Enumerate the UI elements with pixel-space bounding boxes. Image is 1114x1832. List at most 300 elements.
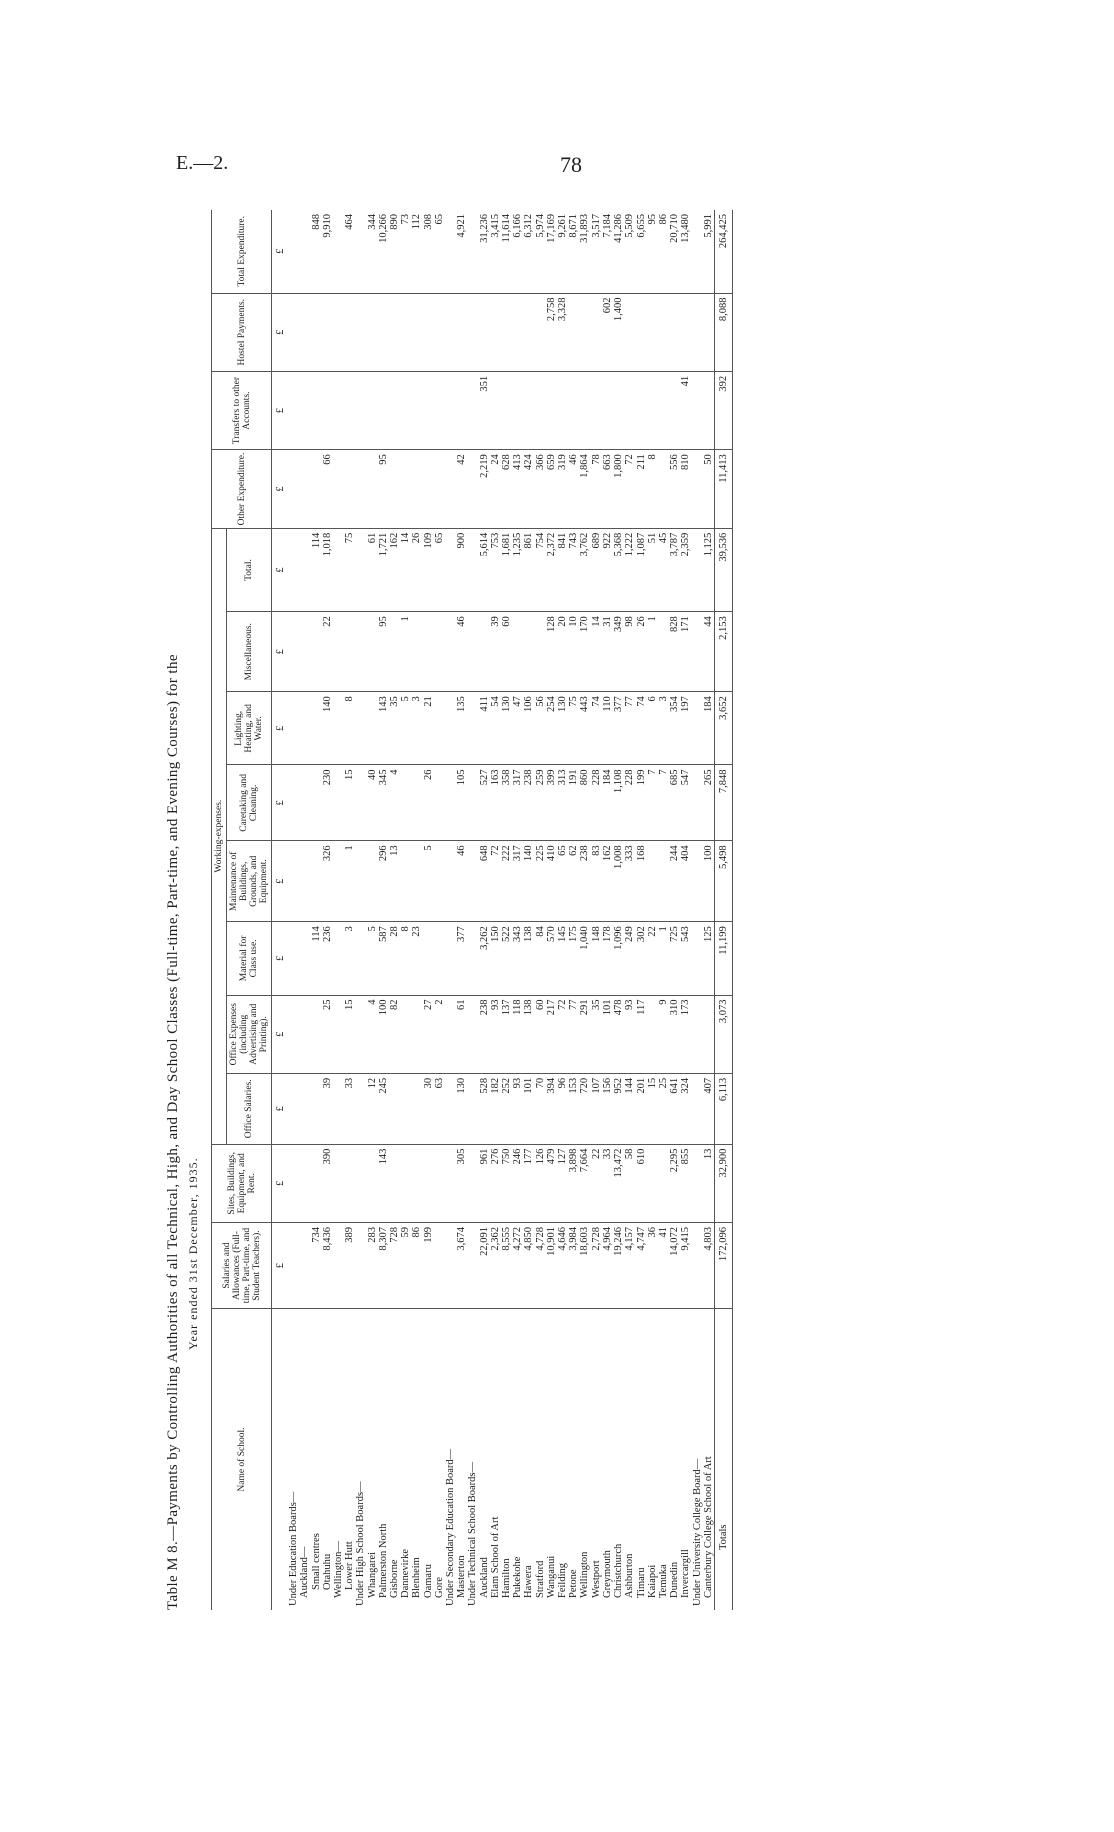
value-cell: 225 bbox=[535, 841, 546, 922]
value-cell: 399 bbox=[546, 765, 557, 841]
table-row bbox=[434, 210, 445, 1610]
value-cell: 4,850 bbox=[523, 1223, 534, 1309]
school-name-cell bbox=[703, 1309, 715, 1610]
value-cell: 9,261 bbox=[557, 210, 568, 293]
value-cell: 74 bbox=[636, 692, 647, 765]
value-cell bbox=[344, 1144, 355, 1222]
value-cell bbox=[647, 995, 658, 1073]
value-cell bbox=[299, 922, 310, 995]
value-cell bbox=[467, 1073, 478, 1144]
value-cell: 4,747 bbox=[636, 1223, 647, 1309]
col-material: Material for Class use. bbox=[227, 922, 272, 995]
value-cell: 3 bbox=[344, 922, 355, 995]
table-row bbox=[378, 210, 389, 1610]
unit-cell: £ bbox=[272, 210, 289, 293]
value-cell: 308 bbox=[423, 210, 434, 293]
value-cell: 17,169 bbox=[546, 210, 557, 293]
value-cell bbox=[411, 450, 422, 528]
value-cell bbox=[658, 293, 669, 371]
table-row bbox=[647, 210, 658, 1610]
value-cell bbox=[367, 293, 378, 371]
value-cell bbox=[355, 210, 366, 293]
value-cell: 128 bbox=[546, 612, 557, 692]
value-cell: 140 bbox=[523, 841, 534, 922]
value-cell: 74 bbox=[591, 692, 602, 765]
value-cell bbox=[445, 922, 456, 995]
value-cell: 4,921 bbox=[456, 210, 467, 293]
value-cell bbox=[591, 293, 602, 371]
school-name-cell bbox=[378, 1309, 389, 1610]
table-row bbox=[535, 210, 546, 1610]
value-cell: 125 bbox=[703, 922, 715, 995]
school-name-cell bbox=[355, 1309, 366, 1610]
value-cell: 13 bbox=[389, 841, 400, 922]
value-cell: 77 bbox=[568, 995, 579, 1073]
value-cell bbox=[445, 612, 456, 692]
table-row bbox=[523, 210, 534, 1610]
value-cell bbox=[647, 1144, 658, 1222]
school-name: Under Education Boards— bbox=[288, 1491, 300, 1606]
value-cell bbox=[311, 612, 322, 692]
value-cell bbox=[344, 612, 355, 692]
totals-value-cell: 264,425 bbox=[714, 210, 732, 293]
value-cell: 10,901 bbox=[546, 1223, 557, 1309]
value-cell: 377 bbox=[456, 922, 467, 995]
totals-value-cell: 7,848 bbox=[714, 765, 732, 841]
totals-value-cell: 6,113 bbox=[714, 1073, 732, 1144]
school-name-cell bbox=[400, 1309, 411, 1610]
value-cell bbox=[389, 1144, 400, 1222]
value-cell: 199 bbox=[423, 1223, 434, 1309]
value-cell: 296 bbox=[378, 841, 389, 922]
value-cell: 556 bbox=[669, 450, 680, 528]
value-cell: 3 bbox=[658, 692, 669, 765]
value-cell: 3,984 bbox=[568, 1223, 579, 1309]
page-number: 78 bbox=[560, 152, 582, 177]
value-cell: 1,800 bbox=[613, 450, 624, 528]
school-name: Small centres bbox=[310, 1533, 322, 1590]
value-cell: 21 bbox=[423, 692, 434, 765]
value-cell: 72 bbox=[557, 995, 568, 1073]
value-cell: 170 bbox=[579, 612, 590, 692]
value-cell bbox=[624, 371, 635, 449]
value-cell bbox=[479, 293, 490, 371]
value-cell bbox=[423, 1144, 434, 1222]
school-name: Otahuhu bbox=[321, 1553, 333, 1590]
units-blank bbox=[272, 1309, 289, 1610]
school-name: Hamilton bbox=[501, 1558, 513, 1598]
value-cell bbox=[445, 371, 456, 449]
value-cell bbox=[467, 1223, 478, 1309]
value-cell: 197 bbox=[680, 692, 691, 765]
value-cell bbox=[367, 692, 378, 765]
value-cell bbox=[389, 1073, 400, 1144]
value-cell bbox=[400, 450, 411, 528]
units-row bbox=[272, 210, 289, 1610]
value-cell bbox=[445, 528, 456, 612]
value-cell: 12 bbox=[367, 1073, 378, 1144]
value-cell: 72 bbox=[624, 450, 635, 528]
value-cell: 22 bbox=[322, 612, 333, 692]
value-cell bbox=[434, 371, 445, 449]
table-row bbox=[512, 210, 523, 1610]
value-cell bbox=[311, 371, 322, 449]
value-cell: 222 bbox=[501, 841, 512, 922]
col-working-expenses: Working-expenses. bbox=[212, 528, 227, 1144]
value-cell bbox=[434, 612, 445, 692]
value-cell: 184 bbox=[703, 692, 715, 765]
value-cell: 2,728 bbox=[591, 1223, 602, 1309]
value-cell bbox=[311, 841, 322, 922]
value-cell: 93 bbox=[490, 995, 501, 1073]
value-cell: 35 bbox=[389, 692, 400, 765]
value-cell: 45 bbox=[658, 528, 669, 612]
school-name: Under Technical School Boards— bbox=[467, 1462, 479, 1606]
value-cell: 641 bbox=[669, 1073, 680, 1144]
value-cell: 10 bbox=[568, 612, 579, 692]
value-cell bbox=[456, 371, 467, 449]
value-cell: 366 bbox=[535, 450, 546, 528]
value-cell: 28 bbox=[389, 922, 400, 995]
value-cell bbox=[445, 293, 456, 371]
value-cell bbox=[434, 1144, 445, 1222]
school-name: Under Secondary Education Board— bbox=[445, 1448, 457, 1606]
value-cell: 1,096 bbox=[613, 922, 624, 995]
value-cell bbox=[411, 1144, 422, 1222]
value-cell: 8 bbox=[344, 692, 355, 765]
value-cell bbox=[692, 922, 703, 995]
value-cell bbox=[411, 293, 422, 371]
value-cell: 33 bbox=[344, 1073, 355, 1144]
value-cell: 753 bbox=[490, 528, 501, 612]
value-cell: 162 bbox=[389, 528, 400, 612]
value-cell bbox=[636, 293, 647, 371]
value-cell: 47 bbox=[512, 692, 523, 765]
value-cell bbox=[333, 450, 344, 528]
value-cell: 46 bbox=[568, 450, 579, 528]
value-cell bbox=[299, 612, 310, 692]
value-cell: 4,728 bbox=[535, 1223, 546, 1309]
value-cell: 143 bbox=[378, 1144, 389, 1222]
value-cell bbox=[703, 293, 715, 371]
value-cell bbox=[467, 765, 478, 841]
value-cell: 110 bbox=[602, 692, 613, 765]
value-cell bbox=[333, 995, 344, 1073]
value-cell bbox=[512, 293, 523, 371]
school-name-cell bbox=[647, 1309, 658, 1610]
value-cell bbox=[299, 371, 310, 449]
school-name-cell bbox=[512, 1309, 523, 1610]
value-cell bbox=[535, 371, 546, 449]
school-name: Masterton bbox=[456, 1555, 468, 1598]
value-cell: 95 bbox=[647, 210, 658, 293]
value-cell: 8,555 bbox=[501, 1223, 512, 1309]
value-cell: 244 bbox=[669, 841, 680, 922]
value-cell: 1,108 bbox=[613, 765, 624, 841]
value-cell: 77 bbox=[624, 692, 635, 765]
value-cell: 42 bbox=[456, 450, 467, 528]
value-cell bbox=[467, 528, 478, 612]
value-cell: 41 bbox=[658, 1223, 669, 1309]
value-cell: 25 bbox=[658, 1073, 669, 1144]
table-row bbox=[602, 210, 613, 1610]
value-cell bbox=[467, 841, 478, 922]
value-cell: 587 bbox=[378, 922, 389, 995]
totals-value-cell: 32,900 bbox=[714, 1144, 732, 1222]
value-cell bbox=[669, 371, 680, 449]
totals-value-cell: 2,153 bbox=[714, 612, 732, 692]
value-cell bbox=[434, 692, 445, 765]
value-cell: 720 bbox=[579, 1073, 590, 1144]
value-cell: 2,295 bbox=[669, 1144, 680, 1222]
value-cell bbox=[378, 293, 389, 371]
value-cell: 182 bbox=[490, 1073, 501, 1144]
value-cell: 685 bbox=[669, 765, 680, 841]
value-cell bbox=[322, 371, 333, 449]
school-name-cell bbox=[333, 1309, 344, 1610]
value-cell: 65 bbox=[434, 528, 445, 612]
value-cell: 602 bbox=[602, 293, 613, 371]
value-cell: 2,362 bbox=[490, 1223, 501, 1309]
value-cell: 478 bbox=[613, 995, 624, 1073]
value-cell: 543 bbox=[680, 922, 691, 995]
school-name: Kaiapoi bbox=[646, 1564, 658, 1598]
value-cell: 9 bbox=[658, 995, 669, 1073]
unit-cell: £ bbox=[272, 692, 289, 765]
value-cell: 228 bbox=[624, 765, 635, 841]
value-cell bbox=[389, 612, 400, 692]
col-maintenance: Maintenance of Buildings, Grounds, and Equipment. bbox=[227, 841, 272, 922]
table-row bbox=[311, 210, 322, 1610]
value-cell: 265 bbox=[703, 765, 715, 841]
value-cell bbox=[535, 293, 546, 371]
value-cell: 13,480 bbox=[680, 210, 691, 293]
school-name-cell bbox=[311, 1309, 322, 1610]
col-misc: Miscellaneous. bbox=[227, 612, 272, 692]
value-cell bbox=[411, 995, 422, 1073]
value-cell: 78 bbox=[591, 450, 602, 528]
value-cell: 101 bbox=[523, 1073, 534, 1144]
value-cell: 3,898 bbox=[568, 1144, 579, 1222]
table-row bbox=[479, 210, 490, 1610]
value-cell bbox=[311, 765, 322, 841]
value-cell bbox=[445, 1223, 456, 1309]
value-cell bbox=[333, 922, 344, 995]
table-row bbox=[557, 210, 568, 1610]
value-cell: 150 bbox=[490, 922, 501, 995]
value-cell: 95 bbox=[378, 612, 389, 692]
value-cell: 4,646 bbox=[557, 1223, 568, 1309]
table-row bbox=[400, 210, 411, 1610]
value-cell bbox=[411, 371, 422, 449]
value-cell: 106 bbox=[523, 692, 534, 765]
school-name: Wellington— bbox=[333, 1541, 345, 1598]
value-cell: 855 bbox=[680, 1144, 691, 1222]
value-cell: 5,509 bbox=[624, 210, 635, 293]
value-cell: 100 bbox=[378, 995, 389, 1073]
value-cell: 26 bbox=[411, 528, 422, 612]
value-cell: 2,372 bbox=[546, 528, 557, 612]
value-cell bbox=[400, 995, 411, 1073]
value-cell: 922 bbox=[602, 528, 613, 612]
value-cell bbox=[591, 371, 602, 449]
value-cell: 31 bbox=[602, 612, 613, 692]
value-cell bbox=[333, 1223, 344, 1309]
value-cell: 65 bbox=[557, 841, 568, 922]
value-cell: 659 bbox=[546, 450, 557, 528]
value-cell: 61 bbox=[367, 528, 378, 612]
value-cell bbox=[445, 1144, 456, 1222]
value-cell: 725 bbox=[669, 922, 680, 995]
value-cell bbox=[557, 371, 568, 449]
value-cell: 236 bbox=[322, 922, 333, 995]
table-row bbox=[333, 210, 344, 1610]
value-cell: 178 bbox=[602, 922, 613, 995]
value-cell: 14 bbox=[400, 528, 411, 612]
value-cell: 51 bbox=[647, 528, 658, 612]
value-cell bbox=[333, 841, 344, 922]
value-cell bbox=[400, 765, 411, 841]
value-cell bbox=[355, 293, 366, 371]
school-name: Under University College Board— bbox=[691, 1458, 703, 1606]
value-cell bbox=[647, 841, 658, 922]
value-cell: 1,222 bbox=[624, 528, 635, 612]
value-cell bbox=[624, 293, 635, 371]
value-cell: 201 bbox=[636, 1073, 647, 1144]
school-name-cell bbox=[636, 1309, 647, 1610]
value-cell: 5 bbox=[367, 922, 378, 995]
table-row bbox=[423, 210, 434, 1610]
value-cell bbox=[311, 293, 322, 371]
value-cell bbox=[445, 210, 456, 293]
table-row bbox=[546, 210, 557, 1610]
value-cell bbox=[378, 371, 389, 449]
value-cell: 130 bbox=[456, 1073, 467, 1144]
value-cell: 30 bbox=[423, 1073, 434, 1144]
value-cell: 1 bbox=[344, 841, 355, 922]
value-cell: 252 bbox=[501, 1073, 512, 1144]
value-cell bbox=[467, 450, 478, 528]
table-row bbox=[658, 210, 669, 1610]
value-cell: 628 bbox=[501, 450, 512, 528]
value-cell bbox=[389, 371, 400, 449]
value-cell: 238 bbox=[523, 765, 534, 841]
table-row bbox=[344, 210, 355, 1610]
school-name-cell bbox=[535, 1309, 546, 1610]
value-cell: 1,087 bbox=[636, 528, 647, 612]
value-cell: 36 bbox=[647, 1223, 658, 1309]
table-row bbox=[322, 210, 333, 1610]
unit-cell: £ bbox=[272, 1144, 289, 1222]
value-cell bbox=[344, 293, 355, 371]
value-cell bbox=[467, 692, 478, 765]
value-cell bbox=[355, 841, 366, 922]
school-name: Timaru bbox=[635, 1567, 647, 1598]
value-cell: 302 bbox=[636, 922, 647, 995]
value-cell: 156 bbox=[602, 1073, 613, 1144]
value-cell: 7,664 bbox=[579, 1144, 590, 1222]
value-cell: 900 bbox=[456, 528, 467, 612]
value-cell: 144 bbox=[624, 1073, 635, 1144]
school-name-cell bbox=[669, 1309, 680, 1610]
table-row bbox=[680, 210, 691, 1610]
unit-cell: £ bbox=[272, 612, 289, 692]
value-cell: 848 bbox=[311, 210, 322, 293]
school-name-cell bbox=[411, 1309, 422, 1610]
value-cell: 4,803 bbox=[703, 1223, 715, 1309]
value-cell: 344 bbox=[367, 210, 378, 293]
totals-value-cell: 5,498 bbox=[714, 841, 732, 922]
value-cell: 3,787 bbox=[669, 528, 680, 612]
value-cell: 249 bbox=[624, 922, 635, 995]
value-cell: 961 bbox=[479, 1144, 490, 1222]
value-cell bbox=[411, 765, 422, 841]
value-cell: 952 bbox=[613, 1073, 624, 1144]
value-cell bbox=[658, 450, 669, 528]
table-row bbox=[579, 210, 590, 1610]
value-cell bbox=[288, 450, 299, 528]
value-cell: 11,614 bbox=[501, 210, 512, 293]
value-cell bbox=[692, 528, 703, 612]
school-name-cell bbox=[479, 1309, 490, 1610]
value-cell bbox=[333, 1073, 344, 1144]
value-cell bbox=[299, 528, 310, 612]
table-row bbox=[288, 210, 299, 1610]
school-name-cell bbox=[467, 1309, 478, 1610]
value-cell: 5,991 bbox=[703, 210, 715, 293]
value-cell bbox=[288, 371, 299, 449]
value-cell: 464 bbox=[344, 210, 355, 293]
value-cell bbox=[535, 612, 546, 692]
value-cell: 72 bbox=[490, 841, 501, 922]
value-cell bbox=[355, 922, 366, 995]
value-cell: 648 bbox=[479, 841, 490, 922]
value-cell: 754 bbox=[535, 528, 546, 612]
value-cell: 750 bbox=[501, 1144, 512, 1222]
value-cell: 171 bbox=[680, 612, 691, 692]
value-cell bbox=[311, 692, 322, 765]
value-cell: 101 bbox=[602, 995, 613, 1073]
totals-value-cell: 3,073 bbox=[714, 995, 732, 1073]
value-cell: 130 bbox=[501, 692, 512, 765]
table-title bbox=[165, 210, 201, 1610]
value-cell bbox=[658, 1144, 669, 1222]
table-row bbox=[501, 210, 512, 1610]
value-cell: 41 bbox=[680, 371, 691, 449]
value-cell: 570 bbox=[546, 922, 557, 995]
value-cell bbox=[568, 371, 579, 449]
value-cell: 41,286 bbox=[613, 210, 624, 293]
value-cell bbox=[692, 995, 703, 1073]
value-cell: 13 bbox=[703, 1144, 715, 1222]
value-cell bbox=[400, 371, 411, 449]
value-cell: 191 bbox=[568, 765, 579, 841]
school-name-cell bbox=[591, 1309, 602, 1610]
school-name: Ashburton bbox=[624, 1553, 636, 1598]
school-name: Lower Hutt bbox=[344, 1541, 356, 1590]
school-name-cell bbox=[367, 1309, 378, 1610]
value-cell: 15 bbox=[344, 995, 355, 1073]
totals-value-cell: 172,096 bbox=[714, 1223, 732, 1309]
table-row bbox=[367, 210, 378, 1610]
value-cell: 861 bbox=[523, 528, 534, 612]
value-cell: 98 bbox=[624, 612, 635, 692]
unit-cell: £ bbox=[272, 1223, 289, 1309]
value-cell: 3,517 bbox=[591, 210, 602, 293]
value-cell: 2,758 bbox=[546, 293, 557, 371]
value-cell: 62 bbox=[568, 841, 579, 922]
value-cell: 9,415 bbox=[680, 1223, 691, 1309]
